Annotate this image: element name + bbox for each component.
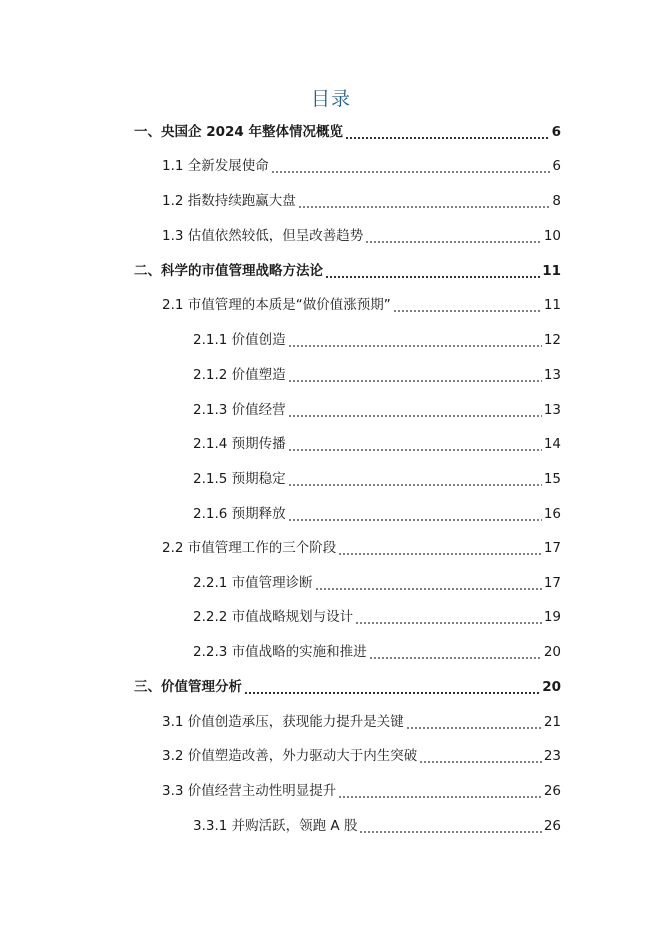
toc-page-number: 19 <box>543 609 561 625</box>
dot-leader <box>345 122 550 142</box>
toc-page-number: 26 <box>543 818 561 834</box>
dot-leader <box>355 607 542 627</box>
toc-entry-3-2[interactable] <box>162 746 561 766</box>
toc-page-number: 6 <box>552 158 561 174</box>
toc-entry-2-2-1[interactable] <box>193 573 561 593</box>
toc-entry-2-1-4[interactable] <box>193 434 561 454</box>
toc-page-number: 10 <box>543 228 561 244</box>
dot-leader <box>315 573 542 593</box>
toc-page-number: 23 <box>543 748 561 764</box>
toc-entry-2-1[interactable] <box>162 295 561 315</box>
toc-entry-text: 2.2 市值管理工作的三个阶段 <box>162 540 337 556</box>
toc-page-number: 13 <box>543 402 561 418</box>
dot-leader <box>325 261 540 281</box>
toc-entry-2-1-3[interactable] <box>193 400 561 420</box>
dot-leader <box>288 434 542 454</box>
toc-entry-2-2[interactable] <box>162 538 561 558</box>
toc-page-number: 11 <box>542 263 561 279</box>
toc-page-number: 8 <box>552 193 561 209</box>
dot-leader <box>338 781 542 801</box>
toc-page-number: 16 <box>543 506 561 522</box>
dot-leader <box>393 295 542 315</box>
toc-entry-3-3-1[interactable] <box>193 816 561 836</box>
toc-entry-text: 2.2.3 市值战略的实施和推进 <box>193 644 367 660</box>
toc-entry-chapter-1[interactable] <box>134 122 561 142</box>
toc-page-number: 15 <box>543 471 561 487</box>
toc-entry-text: 1.1 全新发展使命 <box>162 158 269 174</box>
dot-leader <box>359 816 541 836</box>
toc-page-number: 14 <box>543 436 561 452</box>
toc-entry-text: 2.1.6 预期释放 <box>193 506 286 522</box>
toc-page-number: 12 <box>543 332 561 348</box>
toc-entry-1-1[interactable] <box>162 156 561 176</box>
toc-page-number: 26 <box>543 783 561 799</box>
dot-leader <box>365 226 542 246</box>
toc-page-number: 17 <box>543 575 561 591</box>
toc-page-number: 6 <box>551 124 561 140</box>
toc-entry-chapter-2[interactable] <box>134 261 561 281</box>
toc-entry-text: 三、价值管理分析 <box>134 679 242 695</box>
toc-entry-text: 2.1.1 价值创造 <box>193 332 286 348</box>
toc-page-number: 11 <box>543 297 561 313</box>
toc-entry-2-1-6[interactable] <box>193 504 561 524</box>
toc-page-number: 20 <box>543 644 561 660</box>
toc-entry-text: 2.2.1 市值管理诊断 <box>193 575 313 591</box>
page-title: 目录 <box>310 88 351 110</box>
toc-entry-text: 2.1.4 预期传播 <box>193 436 286 452</box>
toc-entry-text: 3.1 价值创造承压，获现能力提升是关键 <box>162 714 404 730</box>
toc-entry-text: 2.1 市值管理的本质是“做价值涨预期” <box>162 297 391 313</box>
dot-leader <box>244 677 540 697</box>
toc-entry-1-2[interactable] <box>162 191 561 211</box>
toc-entry-text: 1.3 估值依然较低，但呈改善趋势 <box>162 228 364 244</box>
toc-entry-text: 1.2 指数持续跑赢大盘 <box>162 193 296 209</box>
toc-entry-2-1-1[interactable] <box>193 330 561 350</box>
toc-page-number: 17 <box>543 540 561 556</box>
dot-leader <box>288 400 542 420</box>
dot-leader <box>369 642 542 662</box>
toc-entry-chapter-3[interactable] <box>134 677 561 697</box>
toc-entry-text: 2.1.5 预期稳定 <box>193 471 286 487</box>
toc-entry-text: 二、科学的市值管理战略方法论 <box>134 263 323 279</box>
dot-leader <box>406 712 542 732</box>
toc-entry-text: 2.1.2 价值塑造 <box>193 367 286 383</box>
toc-entry-2-2-2[interactable] <box>193 607 561 627</box>
toc-entry-1-3[interactable] <box>162 226 561 246</box>
toc-page-number: 13 <box>543 367 561 383</box>
toc-entry-text: 一、央国企 2024 年整体情况概览 <box>134 124 343 140</box>
dot-leader <box>288 504 542 524</box>
dot-leader <box>338 538 542 558</box>
toc-entry-2-1-5[interactable] <box>193 469 561 489</box>
dot-leader <box>288 469 542 489</box>
dot-leader <box>271 156 551 176</box>
toc-entry-text: 3.3.1 并购活跃，领跑 A 股 <box>193 818 358 834</box>
dot-leader <box>298 191 551 211</box>
toc-entry-text: 2.1.3 价值经营 <box>193 402 286 418</box>
toc-page-number: 20 <box>542 679 561 695</box>
toc-entry-2-1-2[interactable] <box>193 365 561 385</box>
toc-entry-3-3[interactable] <box>162 781 561 801</box>
toc-entry-text: 3.3 价值经营主动性明显提升 <box>162 783 337 799</box>
dot-leader <box>288 330 542 350</box>
toc-entry-3-1[interactable] <box>162 712 561 732</box>
toc-entry-2-2-3[interactable] <box>193 642 561 662</box>
dot-leader <box>419 746 542 766</box>
toc-page-number: 21 <box>543 714 561 730</box>
toc-entry-text: 2.2.2 市值战略规划与设计 <box>193 609 354 625</box>
toc-entry-text: 3.2 价值塑造改善，外力驱动大于内生突破 <box>162 748 418 764</box>
dot-leader <box>288 365 542 385</box>
